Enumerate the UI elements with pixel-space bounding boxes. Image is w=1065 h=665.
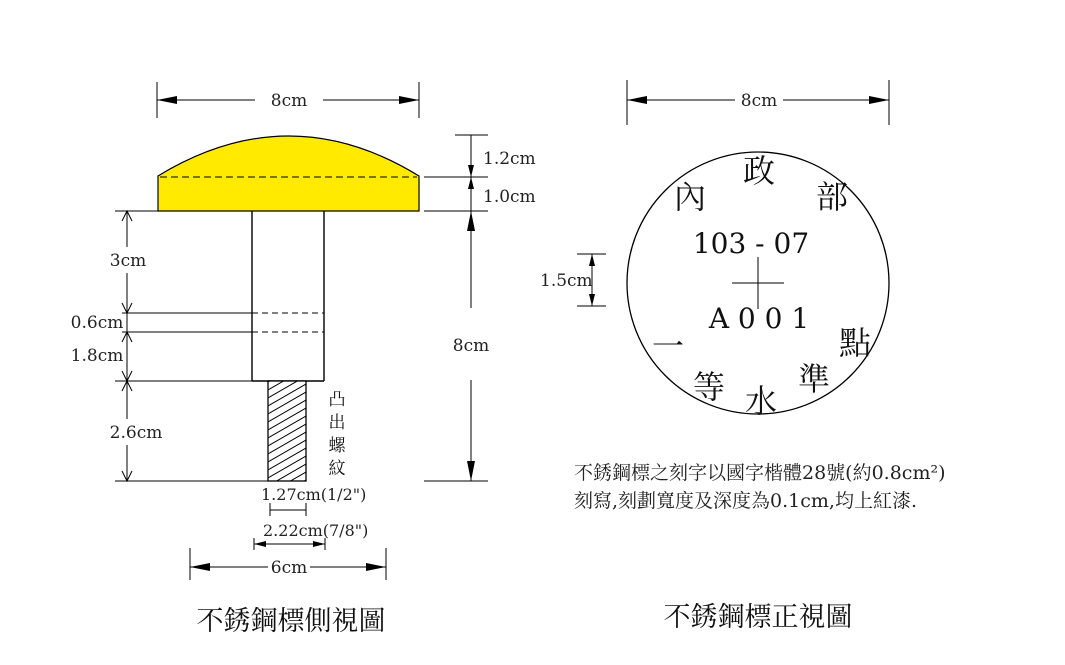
dim-cap-height-label: 1.2cm [483,149,536,169]
top-char-2: 政 [742,152,776,190]
thread-hatch-line [268,360,306,382]
dim-left-chain [70,211,268,481]
bolt-cap [158,136,419,211]
dim-thread-dia-label: 1.27cm(1/2") [261,485,367,504]
dim-shaft-dia-label: 2.22cm(7/8") [263,521,369,540]
top-char-3: 部 [815,178,849,216]
dim-thread-label: 2.6cm [109,423,163,443]
dim-shaft-mid-label: 1.8cm [70,346,124,366]
engraving-note-line2: 刻寫,刻劃寬度及深度為0.1cm,均上紅漆. [574,490,917,512]
dim-bottom [190,485,386,580]
dim-cap-base-label: 1.0cm [483,187,536,207]
dim-top-width-label: 8cm [270,91,308,111]
bottom-char-3: 水 [744,382,778,420]
dim-total-label: 8cm [452,336,490,356]
benchmark-serial: A 0 0 1 [708,302,810,335]
bottom-char-1: 一 [651,327,685,365]
side-view [70,82,536,637]
bolt-shaft [252,211,324,381]
thread-char-2: 出 [328,413,346,433]
side-view-caption: 不銹鋼標側視圖 [196,606,386,637]
bottom-char-2: 等 [692,368,726,406]
thread-char-1: 凸 [328,390,346,410]
dim-front-width-label: 8cm [740,91,778,111]
dim-offset [540,254,606,306]
dim-front-width [627,80,889,125]
top-char-1: 內 [673,178,707,216]
dim-offset-label: 1.5cm [540,271,593,291]
bottom-char-5: 點 [838,324,872,362]
thread-char-3: 螺 [328,436,346,456]
bottom-char-4: 準 [797,360,831,398]
dim-top-width [157,82,419,118]
front-view-caption: 不銹鋼標正視圖 [663,602,853,633]
dim-shaft-top-label: 3cm [109,251,147,271]
cap-dome [158,136,419,211]
dim-right-chain [424,135,536,481]
dim-gap-label: 0.6cm [70,313,124,333]
engraving-note-line1: 不銹鋼標之刻字以國字楷體28號(約0.8cm²) [574,462,946,484]
benchmark-code: 103 - 07 [692,227,810,260]
thread-label [329,390,347,479]
front-view [540,80,946,633]
dim-base-width-label: 6cm [270,558,308,578]
thread-char-4: 紋 [328,459,346,479]
